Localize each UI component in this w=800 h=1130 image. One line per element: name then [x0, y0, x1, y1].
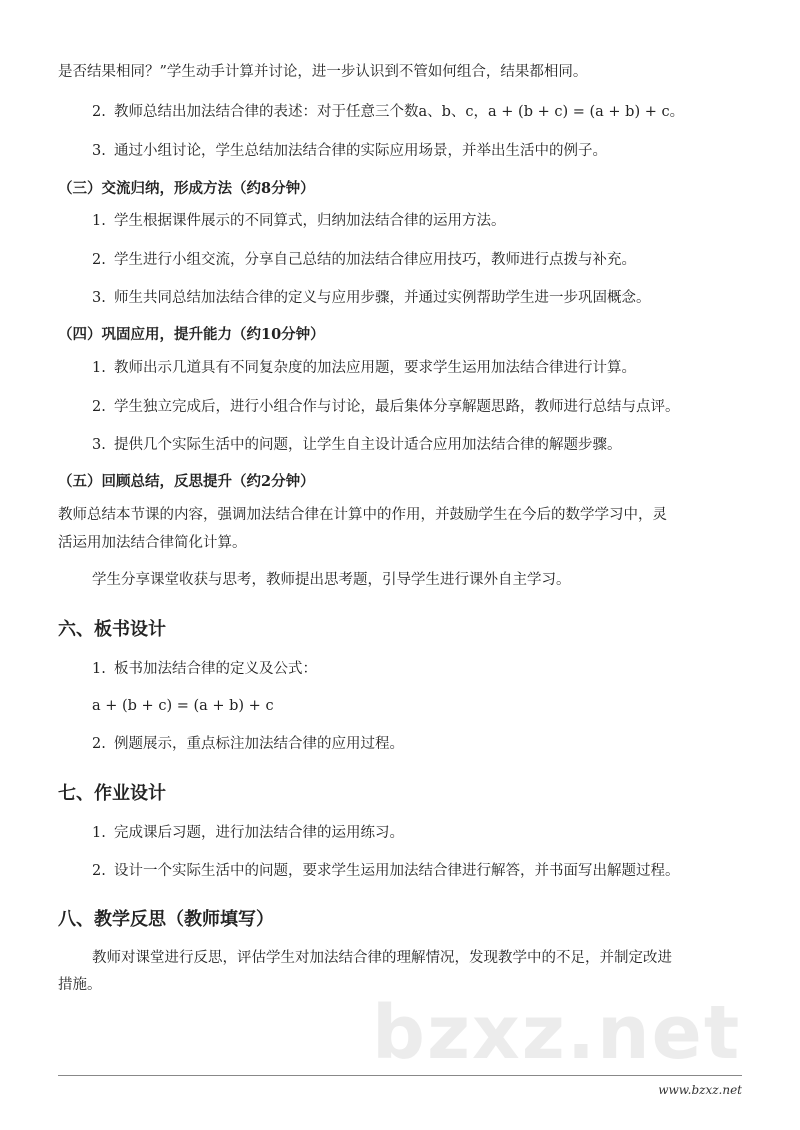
list-text: 设计一个实际生活中的问题，要求学生运用加法结合律进行解答，并书面写出解题过程。 [114, 863, 680, 879]
formula: a + (b + c) = (a + b) + c [92, 698, 274, 714]
list-number: 3. [92, 437, 106, 453]
list-number: 1. [92, 825, 106, 841]
list-number: 2. [92, 252, 106, 268]
list-item [92, 823, 404, 843]
list-number: 2. [92, 104, 106, 120]
list-number: 2. [92, 399, 106, 415]
list-item [92, 141, 607, 161]
paragraph-line: 活运用加法结合律简化计算。 [58, 535, 247, 551]
list-number: 2. [92, 736, 106, 752]
list-text: 通过小组讨论，学生总结加法结合律的实际应用场景，并举出生活中的例子。 [114, 143, 607, 159]
paragraph-line: 是否结果相同？”学生动手计算并讨论，进一步认识到不管如何组合，结果都相同。 [58, 64, 588, 80]
list-number: 1. [92, 213, 106, 229]
paragraph-line: 措施。 [58, 977, 102, 993]
list-item [92, 358, 636, 378]
subsection-title: （五）回顾总结，反思提升（约2分钟） [58, 473, 315, 490]
list-number: 1. [92, 661, 106, 677]
list-text: 板书加法结合律的定义及公式： [114, 661, 317, 677]
paragraph-line: 学生分享课堂收获与思考，教师提出思考题，引导学生进行课外自主学习。 [92, 572, 571, 588]
list-text: 师生共同总结加法结合律的定义与应用步骤，并通过实例帮助学生进一步巩固概念。 [114, 290, 651, 306]
footer-divider [58, 1075, 742, 1076]
list-item [92, 397, 680, 417]
list-item [92, 734, 404, 754]
list-item [92, 435, 622, 455]
list-item [92, 250, 636, 270]
list-text: 提供几个实际生活中的问题，让学生自主设计适合应用加法结合律的解题步骤。 [114, 437, 622, 453]
list-item [92, 102, 684, 122]
section-title: 八、教学反思（教师填写） [58, 909, 274, 930]
list-text: 例题展示，重点标注加法结合律的应用过程。 [114, 736, 404, 752]
list-item [92, 288, 651, 308]
list-number: 3. [92, 143, 106, 159]
subsection-title: （三）交流归纳，形成方法（约8分钟） [58, 180, 315, 197]
paragraph-line: 教师对课堂进行反思，评估学生对加法结合律的理解情况，发现教学中的不足，并制定改进 [92, 950, 672, 966]
section-title: 七、作业设计 [58, 783, 166, 804]
section-title: 六、板书设计 [58, 619, 166, 640]
list-text: 教师总结出加法结合律的表述：对于任意三个数a、b、c，a + (b + c) = (a + b) + c。 [114, 104, 685, 120]
footer-url: www.bzxz.net [658, 1083, 742, 1097]
list-item [92, 659, 317, 679]
list-text: 教师出示几道具有不同复杂度的加法应用题，要求学生运用加法结合律进行计算。 [114, 360, 636, 376]
watermark: bzxz.net [372, 990, 742, 1076]
list-item [92, 861, 680, 881]
list-item [92, 211, 506, 231]
list-text: 学生进行小组交流，分享自己总结的加法结合律应用技巧，教师进行点拨与补充。 [114, 252, 636, 268]
list-text: 学生独立完成后，进行小组合作与讨论，最后集体分享解题思路，教师进行总结与点评。 [114, 399, 680, 415]
list-text: 学生根据课件展示的不同算式，归纳加法结合律的运用方法。 [114, 213, 506, 229]
paragraph-line: 教师总结本节课的内容，强调加法结合律在计算中的作用，并鼓励学生在今后的数学学习中，灵 [58, 507, 667, 523]
list-number: 3. [92, 290, 106, 306]
list-text: 完成课后习题，进行加法结合律的运用练习。 [114, 825, 404, 841]
list-number: 2. [92, 863, 106, 879]
subsection-title: （四）巩固应用，提升能力（约10分钟） [58, 326, 325, 343]
list-number: 1. [92, 360, 106, 376]
